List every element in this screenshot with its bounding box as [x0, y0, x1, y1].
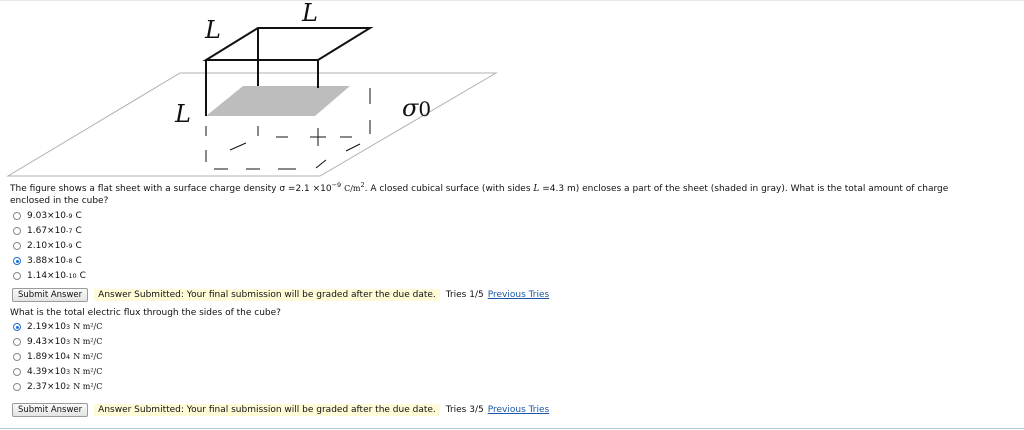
- option-value: 9.03×10: [27, 211, 67, 221]
- answer-option[interactable]: 2.10×10 -9 C: [13, 240, 82, 252]
- radio-button[interactable]: [13, 323, 21, 331]
- question-1-submit-row: [12, 288, 549, 302]
- option-value: 9.43×10: [27, 337, 67, 347]
- option-unit: C: [75, 256, 82, 266]
- label-L-top: L: [302, 0, 318, 27]
- answer-option[interactable]: 9.43×10 3 N m²/C: [13, 336, 102, 348]
- previous-tries-link[interactable]: Previous Tries: [487, 405, 550, 415]
- cube-edge-dashed: [316, 160, 326, 168]
- tries-count: Tries 1/5: [445, 290, 484, 300]
- option-value: 1.67×10: [27, 226, 67, 236]
- previous-tries-link[interactable]: Previous Tries: [487, 290, 550, 300]
- option-unit: N m²/C: [73, 382, 103, 391]
- option-unit: N m²/C: [73, 337, 103, 346]
- option-unit: N m²/C: [73, 322, 103, 331]
- label-sigma: σ0: [402, 94, 432, 122]
- bottom-divider: [0, 428, 1024, 429]
- option-unit: C: [75, 211, 82, 221]
- option-value: 2.10×10: [27, 241, 67, 251]
- option-unit: C: [75, 241, 82, 251]
- radio-button[interactable]: [13, 272, 21, 280]
- option-value: 4.39×10: [27, 367, 67, 377]
- option-unit: N m²/C: [73, 367, 103, 376]
- option-unit: C: [79, 271, 86, 281]
- option-unit: C: [75, 226, 82, 236]
- submit-answer-button[interactable]: Submit Answer: [12, 288, 88, 302]
- answer-option[interactable]: 1.14×10 -10 C: [13, 270, 86, 282]
- radio-button[interactable]: [13, 257, 21, 265]
- answer-option[interactable]: 1.67×10 -7 C: [13, 225, 82, 237]
- option-value: 2.19×10: [27, 322, 67, 332]
- question-2-text: What is the total electric flux through the sides of the cube?: [10, 308, 281, 318]
- submit-answer-button[interactable]: Submit Answer: [12, 403, 88, 417]
- label-L-side: L: [205, 16, 221, 44]
- radio-button[interactable]: [13, 212, 21, 220]
- answer-option[interactable]: 2.37×10 2 N m²/C: [13, 381, 102, 393]
- radio-button[interactable]: [13, 353, 21, 361]
- radio-button[interactable]: [13, 338, 21, 346]
- radio-button[interactable]: [13, 242, 21, 250]
- radio-button[interactable]: [13, 368, 21, 376]
- shaded-region: [206, 86, 350, 116]
- radio-button[interactable]: [13, 383, 21, 391]
- cube-edge-dashed: [346, 144, 360, 151]
- answer-option[interactable]: 1.89×10 4 N m²/C: [13, 351, 102, 363]
- answer-option[interactable]: 9.03×10 -9 C: [13, 210, 82, 222]
- option-value: 3.88×10: [27, 256, 67, 266]
- tries-count: Tries 3/5: [445, 405, 484, 415]
- question-2-submit-row: [12, 403, 549, 417]
- radio-button[interactable]: [13, 227, 21, 235]
- option-unit: N m²/C: [73, 352, 103, 361]
- option-value: 1.14×10: [27, 271, 67, 281]
- submission-status: Answer Submitted: Your final submission will be graded after the due date.: [94, 404, 440, 416]
- answer-option[interactable]: 3.88×10 -8 C: [13, 255, 82, 267]
- submission-status: Answer Submitted: Your final submission will be graded after the due date.: [94, 289, 440, 301]
- cube-edge-dashed: [230, 143, 246, 150]
- question-1-text-cont: enclosed in the cube?: [10, 196, 109, 206]
- option-value: 2.37×10: [27, 382, 67, 392]
- answer-option[interactable]: 4.39×10 3 N m²/C: [13, 366, 102, 378]
- label-L-left: L: [175, 100, 191, 128]
- figure-cube-on-sheet: [0, 0, 1024, 182]
- question-1-text: The figure shows a flat sheet with a surface charge density $\sigma =2.1 \times 10^{-9}$ $C/m^2$. A closed cubical surface (with sides L =4.3 m) encloses a part of the sheet (shaded in gray). What is the total amount of charge: [10, 181, 949, 194]
- answer-option[interactable]: 2.19×10 3 N m²/C: [13, 321, 102, 333]
- cube-top-face: [206, 28, 370, 60]
- option-value: 1.89×10: [27, 352, 67, 362]
